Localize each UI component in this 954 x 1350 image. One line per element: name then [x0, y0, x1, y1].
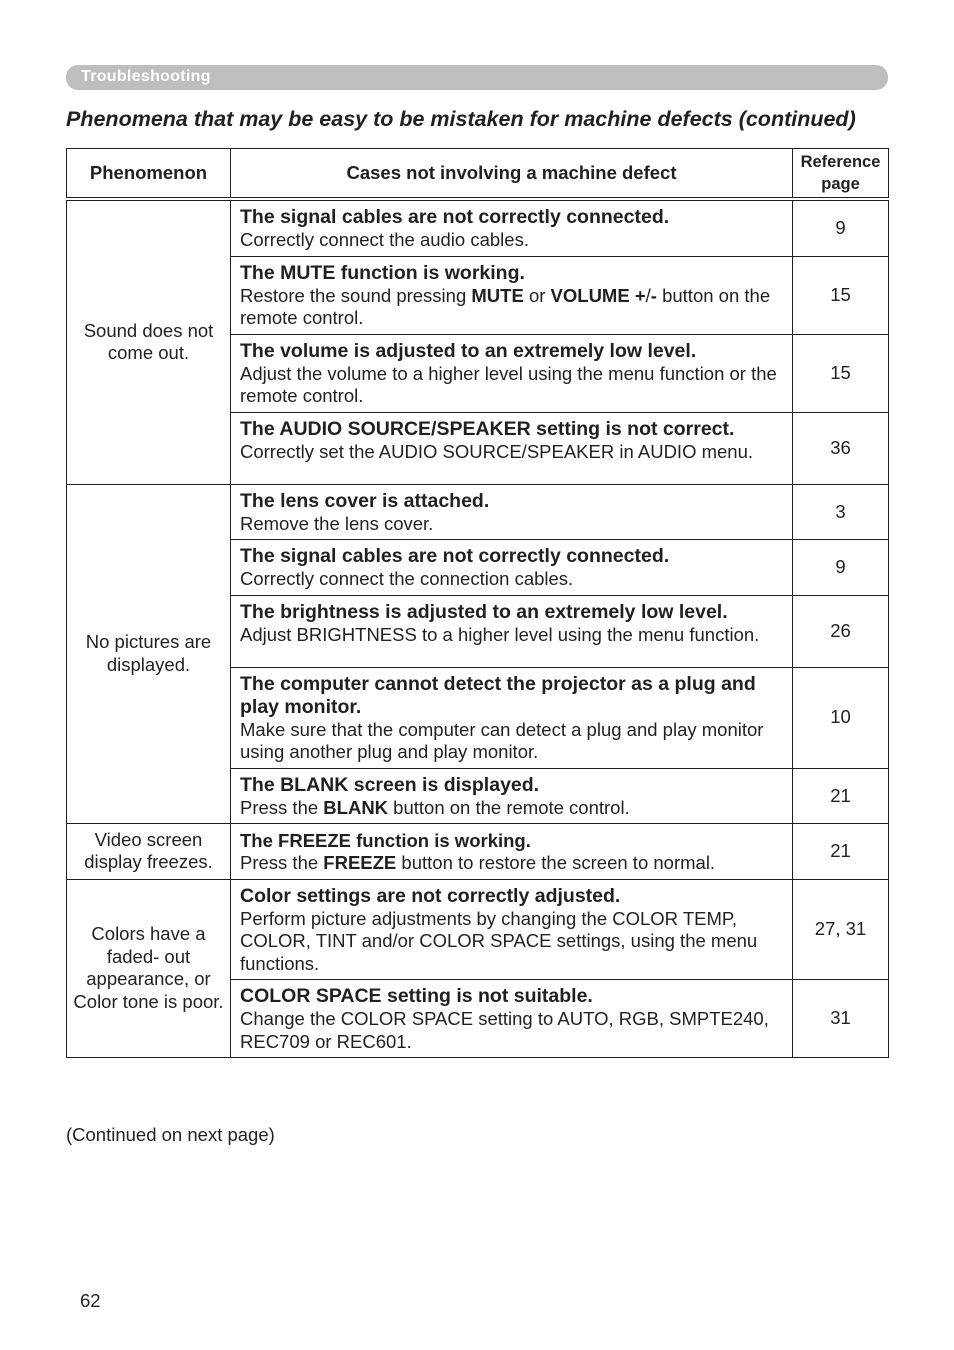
bold-keyword: - — [650, 284, 657, 306]
reference-page: 21 — [793, 824, 889, 880]
bold-keyword: BLANK — [323, 796, 389, 818]
section-label: Troubleshooting — [81, 68, 211, 85]
column-header-reference — [793, 149, 889, 200]
column-header-reference-line1: Reference — [800, 153, 881, 171]
phenomenon-cell: Sound does not come out. — [67, 199, 231, 484]
table-row — [67, 484, 889, 540]
case-cell — [231, 484, 793, 540]
case-cell — [231, 667, 793, 768]
case-cell — [231, 595, 793, 667]
case-title: The MUTE function is working. — [240, 261, 525, 284]
reference-page: 36 — [793, 412, 889, 484]
continued-note: (Continued on next page) — [66, 1124, 275, 1145]
case-cell — [231, 256, 793, 334]
case-cell — [231, 540, 793, 596]
reference-page: 3 — [793, 484, 889, 540]
case-description: Adjust BRIGHTNESS to a higher level using the menu function. — [240, 623, 760, 645]
case-description: Press the BLANK button on the remote control. — [240, 796, 630, 818]
case-title: The lens cover is attached. — [240, 489, 490, 512]
case-title: The BLANK screen is displayed. — [240, 773, 540, 796]
table-row — [67, 824, 889, 880]
case-description: Restore the sound pressing MUTE or VOLUME +/- button on the remote control. — [240, 284, 771, 328]
phenomenon-cell: Video screen display freezes. — [67, 824, 231, 880]
reference-page: 31 — [793, 980, 889, 1058]
reference-page: 15 — [793, 256, 889, 334]
case-title: The signal cables are not correctly connected. — [240, 206, 670, 228]
case-cell — [231, 824, 793, 880]
reference-page: 9 — [793, 540, 889, 596]
reference-page: 15 — [793, 334, 889, 412]
reference-page: 27, 31 — [793, 879, 889, 980]
case-title: The computer cannot detect the projector as a plug and play monitor. — [240, 672, 756, 718]
case-title: COLOR SPACE setting is not suitable. — [240, 985, 593, 1007]
case-cell — [231, 768, 793, 824]
case-cell — [231, 980, 793, 1058]
case-description: Correctly connect the connection cables. — [240, 568, 574, 589]
phenomenon-cell: Colors have a faded- out appearance, or Color tone is poor. — [67, 879, 231, 1058]
bold-keyword: VOLUME + — [550, 284, 646, 306]
case-cell — [231, 334, 793, 412]
case-description: Press the FREEZE button to restore the screen to normal. — [240, 852, 716, 873]
case-description: Correctly set the AUDIO SOURCE/SPEAKER in AUDIO menu. — [240, 440, 754, 462]
case-description: Change the COLOR SPACE setting to AUTO, RGB, SMPTE240, REC709 or REC601. — [240, 1008, 769, 1052]
bold-keyword: FREEZE — [323, 852, 397, 873]
case-description: Perform picture adjustments by changing the COLOR TEMP, COLOR, TINT and/or COLOR SPACE settings, using the menu functions. — [240, 907, 758, 974]
section-header-bar — [66, 65, 888, 90]
case-description: Make sure that the computer can detect a plug and play monitor using another plug and play monitor. — [240, 718, 764, 762]
case-description: Remove the lens cover. — [240, 512, 434, 534]
reference-page: 26 — [793, 595, 889, 667]
case-cell — [231, 199, 793, 256]
page-number: 62 — [80, 1290, 101, 1311]
table-row — [67, 199, 889, 256]
case-title: The brightness is adjusted to an extremely low level. — [240, 600, 728, 623]
case-cell — [231, 412, 793, 484]
column-header-cases: Cases not involving a machine defect — [231, 149, 793, 200]
column-header-reference-line2: page — [821, 175, 860, 193]
reference-page: 21 — [793, 768, 889, 824]
table-row — [67, 879, 889, 980]
reference-page: 9 — [793, 199, 889, 256]
case-description: Correctly connect the audio cables. — [240, 229, 529, 250]
page-title: Phenomena that may be easy to be mistaken for machine defects (continued) — [66, 107, 856, 131]
troubleshooting-table — [66, 148, 889, 1058]
table-header-row — [67, 149, 889, 200]
reference-page: 10 — [793, 667, 889, 768]
case-title: The volume is adjusted to an extremely low level. — [240, 339, 697, 362]
bold-keyword: MUTE — [471, 284, 524, 306]
case-title: The signal cables are not correctly connected. — [240, 545, 670, 567]
phenomenon-cell: No pictures are displayed. — [67, 484, 231, 824]
case-cell — [231, 879, 793, 980]
case-title: Color settings are not correctly adjusted. — [240, 884, 621, 907]
case-description: Adjust the volume to a higher level using the menu function or the remote control. — [240, 362, 777, 406]
case-title: The AUDIO SOURCE/SPEAKER setting is not correct. — [240, 417, 735, 440]
case-title: The FREEZE function is working. — [240, 830, 531, 851]
column-header-phenomenon: Phenomenon — [67, 149, 231, 200]
